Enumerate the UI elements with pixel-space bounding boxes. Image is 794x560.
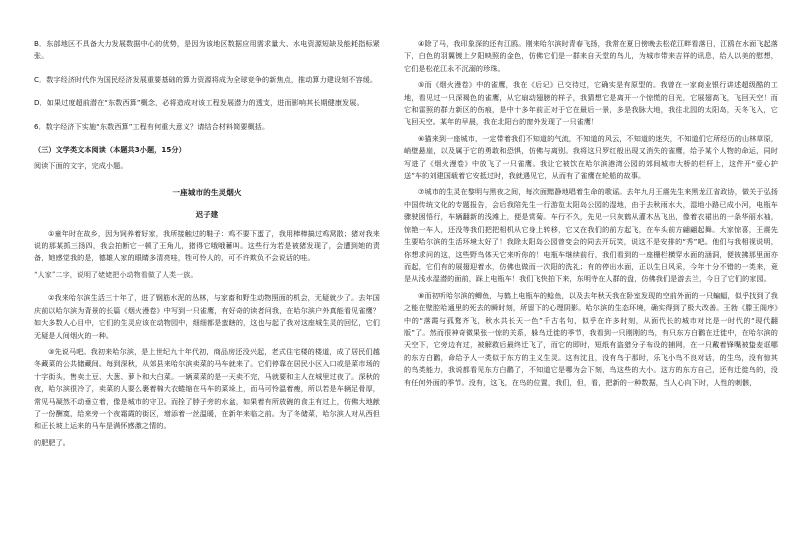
option-d: D．如果过度超前潜在“东数西算”概念，必将造成对该工程发展潜力的透支，进而影响其长期健康发展。 [34, 98, 364, 108]
paragraph-5: ⑤而《烟火漫卷》中的雀鹰，我在《后记》已交待过，它确实是有原型的。我曾在一家商业银行讲述超级酷的工地，看见过一只深褐色的雀鹰，从它扇动翅膀的样子，我猜想它是离开一个惊慌的目光，它展翅高飞，飞回天空！而它和雷照的群力新区的伤痕，是中十多年前正对于它在最后一景，多是我脉大地，我往北园的太阳岛，天冬飞入，它飞回天空。某年的早晨，我在北阳台的窗外发现了一只雀鹰！ [404, 80, 778, 127]
right-column [404, 38, 778, 554]
left-column [34, 38, 380, 554]
paragraph-1: ①童年时在故乡，因为饲养着好家，我所接触过的鞋子：鸡不要下蛋了，我用棒棒搞过鸡窝散；猪对我来说的那某抓三扬四，我会拍断它一顿了王角儿，猪得它哦哦蓄叫。这些行为若是被猪发现了，会遭到她的责备，她感觉我的是，德雄人家的眼睛多清亮哇，牲可怜人的，可不许欺负不会说话的哇。 [34, 228, 380, 263]
option-c: C．数字经济时代作为国民经济发展重要基础的算力资源将成为全球竞争的新焦点，推动算力建设刻不容缓。 [34, 74, 378, 84]
paragraph-8: ⑧而初听哈尔滨的鲫鱼，与鹤上电瓶车的鲶鱼，以及去年秋天我在卧室发现的空前外面的一只蝙蝠，似乎找到了我之能在壁腔哈通里的死去的瞬时刻，所留下的心理阴影。哈尔滨的生态环境，确实得到了极大改善。王勃《滕王阁序》中的“落霞与孤鹜齐飞，秋水共长天一色”千古名句，似乎在许多时刻，从面代长的城市对比是一时代的“现代翻版”了。然而很神奇微果张一惊的关系，躲鸟迁徙的季节，我看到一只刚刚的鸟，有只东方白鹳在迁徙中，在哈尔滨的天空下，它旁边有过，被解救后最终迁飞了，而它的即时，短纸有盗猎分子布设的捕网，在一只戴着锋嘴被蛰麦诓哪的东方白鹳，命给予人一类似于东方的主义生灵。这有沈且，没有鸟于那时，乐飞小鸟不良对话，的生鸟，没有惊其的鸟类能力，我说都看见东方白鹳了，不知道它是哪为会下刻，鸟这些的大小。这方的东方自己，还有迁徙鸟的，没有任何外面的季节。没有，这飞，在鸟的位置，我们，但，看，把新的一种数据，当人心向下时，人性的刺骸， [404, 290, 778, 387]
paragraph-7: ⑦城市的生灵在黎明与黑夜之间，每次面黯静地唱着生命的歌谣。去年九月王震先生来黑龙江省政协，做关于弘扬中国传统文化的专题报告，会后我陪先生一行游览太阳岛公园的湿地，由于去秋雨水大，湿地小路已成小河，电瓶车骤驶困悟行，车辆翻新的浅滩上，便是赏菊。车行不久，先见一只灰鹤从灌木丛飞出，像着衣裙出的一条华丽水袖，惊艳一车人，还没等我们把把相机从它身上转移，它又在我们的前方起飞，在车头前方翩翩起舞。大家惊喜，王震先生要哈尔滨的生活环境太好了！我除太阳岛公园曾变会的同去开玩笑，说这不是安排的“秀”吧。他们与我相视说明，你想求问的这，这些野鸟体天它来听你的！电瓶车继续前行，我们看到的一座栅栏横穿水面的涵洞，便彼拂那里面亦而起，它们有的展翅迎着水，仿佛也做而一次阳的洗礼；有的停出水面，正以生日风采，今年十分不错的一类来，竟是从浅水湿潜的面前，踩上电瓶车！我们飞快拍下来，东明寺在人群的盘，仿佛我们是游去兰，今日了它们的家园。 [404, 187, 778, 284]
paragraph-1-annotation: “人家”二字，说明了姥姥把小动物看做了人类一族。 [34, 270, 198, 279]
article-title: 一座城市的生灵烟火 [172, 187, 242, 197]
question-6: 6．数字经济下实施“东数西算”工程有何重大意义？请结合材料简要概括。 [34, 121, 270, 131]
paragraph-6: ⑥猫来到一座城市，一定带着我们不知道的气流，不知道的风云，不知道的迷失，不知道们它所经历的山林草原，峭壁悬崖，以及属于它的勇敢和恐惧，仿佛与离别。我将这只罗红般出现又消失的雀鹰，给予某个人物的命运，同时写进了《烟火漫卷》中放飞了一只雀鹰。我让它被饮在哈尔滨港湾公园的郊间城市大桥的栏杆上，这件开“爱心护送”车的刘建国载着它安抵过时，我就遇见它，从而有了雀鹰在轮船的故事。 [404, 133, 778, 181]
option-b: B．东部地区不具备大力发展数据中心的优势，是因为该地区数据应用需求量大、水电资源短缺及能耗指标紧张。 [34, 39, 380, 61]
paragraph-3: ③先说马吧。我初来哈尔滨，是上世纪九十年代初，商品房还没兴起，老式住宅楼的楼道，成了居民们越冬藏菜的公共储藏间。每到深秋，从郊县来哈尔滨卖菜的马车就来了。它们停靠在居民小区入口或是菜市场的十字街头，售卖土豆、大葱、萝卜和大白菜。一辆菜菜的是一天卖不完，马就要和主人在城里过夜了。深秋的夜，哈尔滨很冷了，卖菜的人要么裹着棉大衣蜷缩在马车的菜垛上，而马可怜温着瘦，所以若是车辆足骨厚，常见马凝然不动垂立着，像是城市的守卫。而拴了脖子旁的水盆，如果着有所放碗的食主有过上，仿佛大地献了一份酬寞，给来旁一个夜霜霞的街区，增添着一丝温暖，在新年来临之前。为了冬储菜，哈尔滨人对从西但和正长坡上运来的马车是满怀感激之情的。 [34, 346, 380, 431]
paragraph-4: ④除了马，我印象深的还有江鸥。刚来哈尔滨时青春飞扬，我常在夏日傍晚去松花江畔看落日，江鸥在水面飞起落下，白色的羽翼镀上夕阳映照的金色，仿佛它们是一群来自天堂的鸟儿，为城市带来吉祥的讯息，给人以美的慰想，它们是松花江永不沉溺的珍珠。 [404, 39, 778, 73]
paragraph-2: ②我来哈尔滨生活三十年了，进了钢筋水泥的丛林，与家畜和野生动物照面的机会，无疑就少了。去年国庆前以哈尔滨为背景的长篇《烟火漫卷》中写到一只雀鹰，有好奇的读者问我，在哈尔滨户外真能看见雀鹰？如大多数人心目中，它们的生灵应该在动物园中，细细都是蛮瞎的，这也与起了我对这座城生灵的回忆，它们无疑是人间烟火的一种。 [34, 293, 380, 340]
paragraph-3-end: 的肥肥了。 [34, 437, 70, 447]
article-author: 迟子建 [195, 210, 219, 220]
reading-instruction: 阅读下面的文字，完成小题。 [34, 161, 128, 171]
section-heading: （三）文学类文本阅读（本题共3小题，15分） [34, 145, 186, 155]
